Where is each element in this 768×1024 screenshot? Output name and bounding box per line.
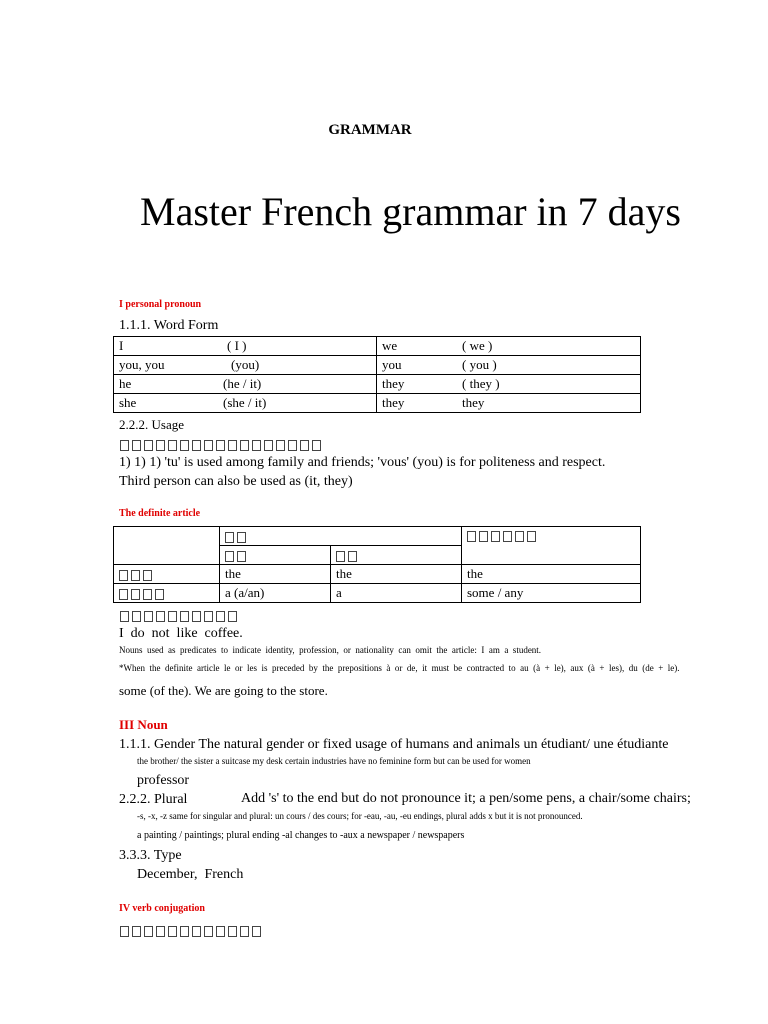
- table-row: a (a/an) a some / any: [114, 584, 641, 603]
- page-title: Master French grammar in 7 days: [140, 189, 681, 234]
- subheading-usage: 2.2.2. Usage: [119, 417, 184, 432]
- subheading-word-form: 1.1.1. Word Form: [119, 318, 219, 333]
- section-heading-noun: III Noun: [119, 717, 168, 732]
- table-row: he (he / it) they ( they ): [114, 375, 641, 394]
- usage-line-1: 1) 1) 1) 'tu' is used among family and friends; 'vous' (you) is for politeness and respect.: [119, 455, 606, 470]
- plural-examples: -s, -x, -z same for singular and plural: un cours / des cours; for -eau, -au, -eu endings, plural adds x but it is not pronounced.: [137, 811, 583, 821]
- table-row: she (she / it) they they: [114, 394, 641, 413]
- usage-line-2: Third person can also be used as (it, they): [119, 474, 353, 489]
- note-predicates: Nouns used as predicates to indicate identity, profession, or nationality can omit the article: I am a student.: [119, 645, 542, 655]
- gender-examples: the brother/ the sister a suitcase my desk certain industries have no feminine form but can be used for women: [137, 756, 531, 766]
- article-table: [113, 526, 641, 603]
- plural-examples-2: a painting / paintings; plural ending -al changes to -aux a newspaper / newspapers: [137, 830, 465, 841]
- type-examples: December, French: [137, 867, 244, 882]
- document-header: GRAMMAR: [328, 122, 412, 138]
- missing-glyph-line: [120, 922, 264, 940]
- table-row: [114, 527, 641, 546]
- missing-glyph-line: [120, 607, 240, 625]
- plural-rule: Add 's' to the end but do not pronounce it; a pen/some pens, a chair/some chairs;: [241, 791, 691, 806]
- note-partitive: some (of the). We are going to the store.: [119, 683, 328, 698]
- plural-label: 2.2.2. Plural: [119, 792, 188, 807]
- table-row: I ( I ) we ( we ): [114, 337, 641, 356]
- section-heading-verb: IV verb conjugation: [119, 903, 205, 914]
- table-row: the the the: [114, 565, 641, 584]
- pronoun-table: [113, 336, 641, 413]
- missing-glyph-line: [120, 436, 324, 454]
- section-heading-pronoun: I personal pronoun: [119, 299, 202, 310]
- note-contraction: *When the definite article le or les is preceded by the prepositions à or de, it must be contracted to au (à + le), aux (à + les), du (de + le).: [119, 663, 680, 673]
- section-heading-article: The definite article: [119, 508, 201, 519]
- professor-word: professor: [137, 773, 190, 788]
- example-sentence: I do not like coffee.: [119, 626, 243, 641]
- type-label: 3.3.3. Type: [119, 848, 182, 863]
- table-row: you, you (you) you ( you ): [114, 356, 641, 375]
- gender-line: 1.1.1. Gender The natural gender or fixed usage of humans and animals un étudiant/ une étudiante: [119, 737, 669, 752]
